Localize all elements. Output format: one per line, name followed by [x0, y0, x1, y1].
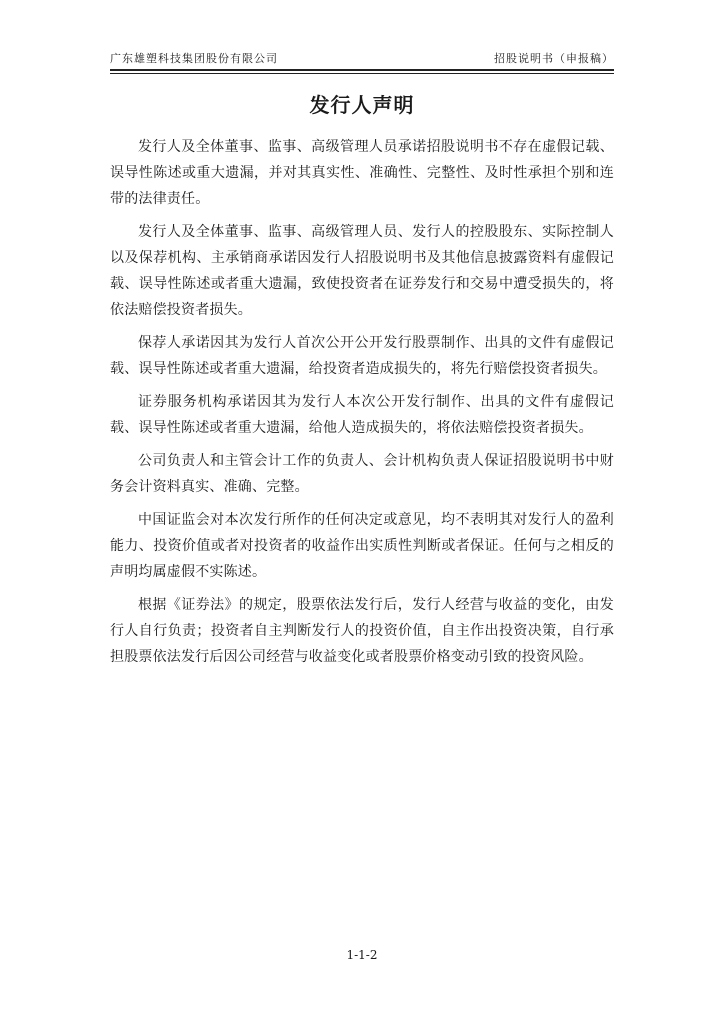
paragraph-7: 根据《证券法》的规定，股票依法发行后，发行人经营与收益的变化，由发行人自行负责；投资者自主判断发行人的投资价值，自主作出投资决策，自行承担股票依法发行后因公司经营与收益变化或者股票价格变动引致的投资风险。 — [110, 597, 614, 665]
header-rule-thick — [110, 69, 614, 71]
paragraph-3: 保荐人承诺因其为发行人首次公开公开发行股票制作、出具的文件有虚假记载、误导性陈述或者重大遗漏，给投资者造成损失的，将先行赔偿投资者损失。 — [110, 335, 614, 377]
paragraph-2: 发行人及全体董事、监事、高级管理人员、发行人的控股股东、实际控制人以及保荐机构、主承销商承诺因发行人招股说明书及其他信息披露资料有虚假记载、误导性陈述或者重大遗漏，致使投资者在证券发行和交易中遭受损失的，将依法赔偿投资者损失。 — [110, 224, 614, 318]
header-rule-thin — [110, 73, 614, 74]
paragraph-6: 中国证监会对本次发行所作的任何决定或意见，均不表明其对发行人的盈利能力、投资价值或者对投资者的收益作出实质性判断或者保证。任何与之相反的声明均属虚假不实陈述。 — [110, 512, 614, 580]
header-document-type: 招股说明书（申报稿） — [494, 52, 614, 65]
page-title: 发行人声明 — [309, 93, 415, 117]
page-header — [110, 50, 614, 68]
statement-body — [110, 134, 614, 677]
paragraph-5: 公司负责人和主管会计工作的负责人、会计机构负责人保证招股说明书中财务会计资料真实、准确、完整。 — [110, 453, 614, 495]
paragraph-1: 发行人及全体董事、监事、高级管理人员承诺招股说明书不存在虚假记载、误导性陈述或重大遗漏，并对其真实性、准确性、完整性、及时性承担个别和连带的法律责任。 — [110, 139, 614, 207]
paragraph-4: 证券服务机构承诺因其为发行人本次公开发行制作、出具的文件有虚假记载、误导性陈述或者重大遗漏，给他人造成损失的，将依法赔偿投资者损失。 — [110, 394, 614, 436]
header-company-name: 广东雄塑科技集团股份有限公司 — [110, 52, 278, 65]
page-number: 1-1-2 — [346, 948, 378, 962]
